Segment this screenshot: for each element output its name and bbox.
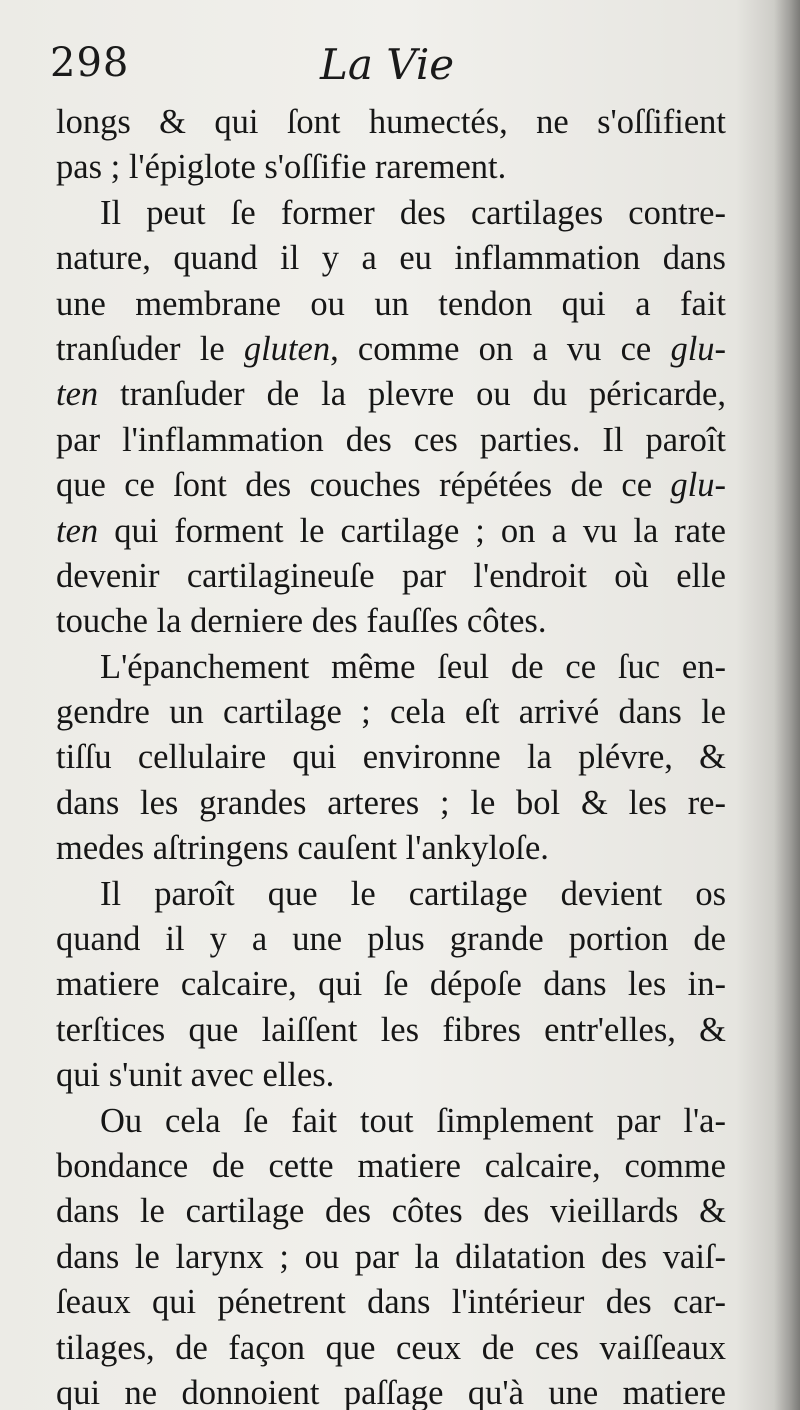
text-run: une membrane ou un tendon qui a fait [56, 284, 726, 323]
text-line [56, 145, 726, 190]
body-text [56, 100, 726, 1410]
text-run: devenir cartilagineuſe par l'endroit où elle [56, 556, 726, 595]
running-title: La Vie [320, 40, 455, 89]
text-line [56, 282, 726, 327]
text-run: dans les grandes arteres ; le bol & les re- [56, 783, 726, 822]
italic-text-run: ten [56, 375, 99, 414]
text-run: gendre un cartilage ; cela eſt arrivé dans le [56, 693, 726, 732]
text-run: qui forment le cartilage ; on a vu la rate [98, 511, 726, 550]
text-run: , comme on a vu ce [330, 329, 671, 368]
text-run: tranſuder le [56, 329, 244, 368]
text-line [56, 463, 726, 508]
text-line [56, 645, 726, 690]
italic-text-run: glu- [670, 329, 727, 368]
text-line [56, 509, 726, 554]
text-run: que ce ſont des couches répétées de ce [56, 466, 671, 505]
text-run: L'épanchement même ſeul de ce ſuc en- [100, 647, 726, 686]
page-header [50, 38, 720, 98]
text-run: tilages, de façon que ceux de ces vaiſſeaux [56, 1328, 726, 1367]
text-line [56, 1099, 726, 1144]
text-line [56, 781, 726, 826]
text-line [56, 1189, 726, 1234]
page-edge-shadow [774, 0, 800, 1410]
text-run: tranſuder de la plevre ou du péricarde, [98, 375, 726, 414]
text-run: longs & qui ſont humectés, ne s'oſſifient [56, 103, 726, 141]
text-line [56, 917, 726, 962]
text-line [56, 191, 726, 236]
text-line [56, 1280, 726, 1325]
text-run: medes aſtringens cauſent l'ankyloſe. [56, 829, 549, 868]
text-line [56, 735, 726, 780]
text-run: Il peut ſe former des cartilages contre- [100, 193, 726, 232]
text-run: dans le larynx ; ou par la dilatation des vaiſ- [56, 1237, 726, 1276]
text-line [56, 236, 726, 281]
text-run: terſtices que laiſſent les fibres entr'elles, & [56, 1010, 726, 1049]
text-run: Ou cela ſe fait tout ſimplement par l'a- [100, 1101, 726, 1140]
text-run: ſeaux qui pénetrent dans l'intérieur des car- [56, 1283, 726, 1322]
text-line [56, 1326, 726, 1371]
text-line [56, 100, 726, 145]
text-line [56, 327, 726, 372]
text-line [56, 1053, 726, 1098]
text-run: nature, quand il y a eu inflammation dans [56, 239, 726, 278]
text-line [56, 872, 726, 917]
text-run: matiere calcaire, qui ſe dépoſe dans les in- [56, 965, 726, 1004]
text-line [56, 418, 726, 463]
text-line [56, 599, 726, 644]
text-line [56, 962, 726, 1007]
text-run: par l'inflammation des ces parties. Il paroît [56, 420, 726, 459]
text-line [56, 1144, 726, 1189]
text-run: touche la derniere des fauſſes côtes. [56, 602, 547, 641]
page-number: 298 [50, 40, 130, 86]
text-run: qui ne donnoient paſſage qu'à une matiere [56, 1373, 726, 1410]
text-line [56, 1008, 726, 1053]
text-line [56, 690, 726, 735]
text-run: bondance de cette matiere calcaire, comme [56, 1146, 726, 1185]
text-line [56, 826, 726, 871]
text-run: dans le cartilage des côtes des vieillards & [56, 1192, 726, 1231]
italic-text-run: ten [56, 511, 99, 550]
text-run: quand il y a une plus grande portion de [56, 920, 726, 959]
text-run: qui s'unit avec elles. [56, 1056, 335, 1095]
text-line [56, 372, 726, 417]
italic-text-run: gluten [243, 329, 331, 368]
italic-text-run: glu- [670, 466, 726, 505]
text-run: Il paroît que le cartilage devient os [100, 874, 726, 913]
text-line [56, 1371, 726, 1410]
text-run: pas ; l'épiglote s'oſſifie rarement. [56, 148, 507, 187]
text-run: tiſſu cellulaire qui environne la plévre, & [56, 738, 726, 777]
text-line [56, 1235, 726, 1280]
text-line [56, 554, 726, 599]
